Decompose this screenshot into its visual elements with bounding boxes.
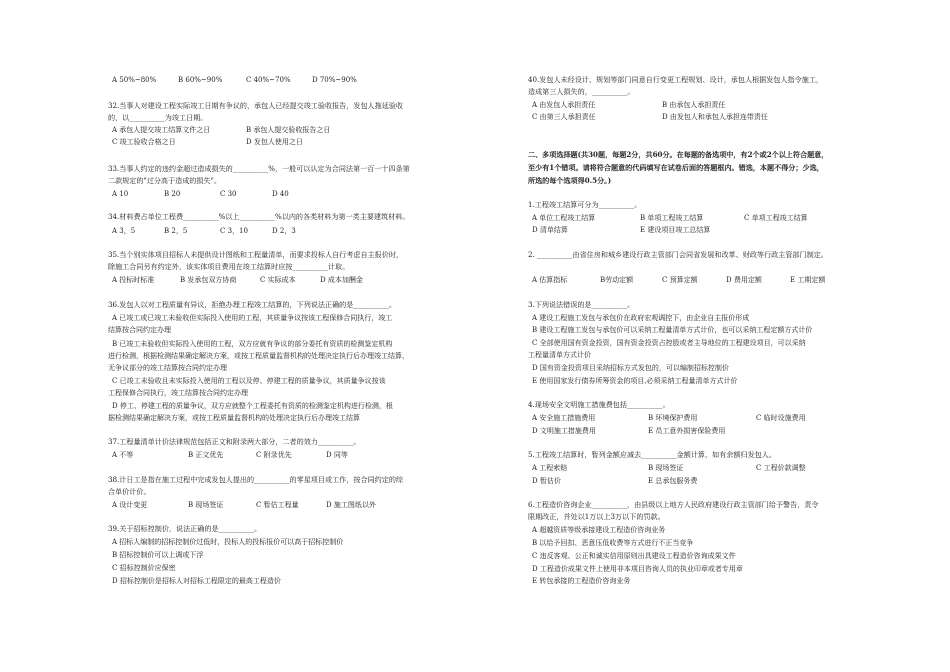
option-continuation: 结算按合同约定办理 (108, 326, 171, 334)
option: D 招标控制价是招标人对招标工程限定的最高工程造价 (112, 577, 281, 585)
option: D 2，3 (272, 227, 296, 235)
option-continuation: 工程量清单方式计价 (528, 351, 591, 359)
option: C 已竣工未验收且未实际投入使用的工程以及停、停建工程的质量争议，其质量争议按该 (112, 377, 386, 385)
option: D 工程造价成果文件上使用非本项目咨询人员的执业印章或者专用章 (532, 565, 743, 573)
option: B 2，5 (164, 227, 188, 235)
option: C 竣工验收合格之日 (112, 138, 176, 146)
option: A 不等 (112, 451, 134, 459)
option: E 建设项目竣工总结算 (640, 226, 711, 234)
option: A 工程索赔 (532, 464, 568, 472)
option: D 40 (272, 190, 289, 198)
option: C 招标控制价应保密 (112, 564, 176, 572)
section-heading: 二、多项选择题(共30题，每题2分，共60分。在每题的备选项中，有2个或2个以上符合题意， (528, 150, 829, 159)
question-text: 35.当个别实体项目招标人未提供设计图纸和工程量清单，而要求投标人自行考虑自主报价时， (108, 250, 404, 259)
option: C 暂估工程量 (256, 501, 299, 509)
question-text: 36.发包人以对工程质量有异议，拒绝办理工程竣工结算的，下列说法正确的是__________。 (108, 300, 396, 309)
question-text: 2. __________由省住房和城乡建设行政主管部门会同省发展和改革、财政等行政主管部门制定。 (528, 250, 828, 259)
option: D 同等 (326, 451, 348, 459)
option: C 实际成本 (260, 276, 296, 284)
option: C 40%~70% (246, 76, 291, 84)
option-continuation: 无争议部分的竣工结算按合同约定办理 (108, 364, 227, 372)
option: A 由发包人承担责任 (532, 101, 596, 109)
option: B劳动定额 (600, 276, 634, 284)
question-text: 的，以__________为竣工日期。 (108, 113, 208, 122)
option: B 正文优先 (188, 451, 224, 459)
question-text: 5.工程竣工结算时，暂列金额应减去__________金额计算，如有余额归发包人。 (528, 450, 776, 459)
option: C 单项工程竣工结算 (744, 214, 808, 222)
option: B 以给予回扣、恶意压低收费等方式进行不正当竞争 (532, 539, 694, 547)
option: E 使用国家发行债券所筹资金的项目,必须采纳工程量清单方式计价 (532, 377, 738, 385)
option: B 20 (164, 190, 181, 198)
question-text: 造成第三人损失的，__________。 (528, 87, 635, 96)
question-text: 37.工程量清单计价法律规范包括正文和附录两大部分，二者的效力__________。 (108, 437, 361, 446)
option: B 发承包双方协商 (180, 276, 237, 284)
option: C 预算定额 (662, 276, 698, 284)
question-text: 二款规定的"过分高于造成的损失"。 (108, 176, 221, 185)
question-text: 39.关于招标控制价，说法正确的是__________。 (108, 524, 262, 533)
option: B 承包人提交验收报告之日 (246, 126, 331, 134)
option: E 工期定额 (790, 276, 826, 284)
option: A 招标人编制的招标控制价过低时，投标人的投标报价可以高于招标控制价 (112, 538, 344, 546)
question-text: 6.工程造价咨询企业__________，由县级以上地方人民政府建设行政主管部门给予警告，责令 (528, 500, 819, 509)
option: E 转包承接的工程造价咨询业务 (532, 577, 631, 585)
option: B 招标控制价可以上调或下浮 (112, 551, 204, 559)
option: A 10 (112, 190, 129, 198)
option: B 现场签证 (188, 501, 224, 509)
option: A 已竣工或已竣工未验收但实际投入使用的工程，其质量争议按该工程保修合同执行，竣工 (112, 314, 393, 322)
option: B 单项工程竣工结算 (640, 214, 704, 222)
question-text: 合单价计价。 (108, 487, 151, 496)
option: B 环境保护费用 (648, 414, 698, 422)
option: C 3，10 (220, 227, 248, 235)
question-text: 限期改正，并处以1万以上3万以下的罚款。 (528, 512, 665, 521)
option: D 清单结算 (532, 226, 568, 234)
question-text: 38.计日工是指在施工过程中完成发包人提出的__________的零星项目或工作，按合同约定的综 (108, 475, 404, 484)
option: D 发包人使用之日 (246, 138, 303, 146)
option: E 员工意外损害保险费用 (648, 427, 726, 435)
option: D 暂估价 (532, 477, 561, 485)
option: D 70%~90% (312, 76, 357, 84)
option-continuation: 进行检测，根据检测结果确定解决方案，或按工程质量监督机构的处理决定执行后办理竣工结算， (108, 352, 409, 360)
option: C 临时设施费用 (756, 414, 806, 422)
option: B 已竣工未验收但实际投入使用的工程，双方应就有争议的部分委托有资质的检测鉴定机构 (112, 340, 393, 348)
option: A 设计变更 (112, 501, 148, 509)
option: D 成本加酬金 (320, 276, 363, 284)
option: A 投标时标准 (112, 276, 155, 284)
section-heading: 至少有1个错项。请将符合题意的代码填写在试卷后面的答题框内。错选，本题不得分；少选， (528, 163, 824, 172)
question-text: 4.现场安全文明施工措施费包括__________。 (528, 400, 670, 409)
option: D 费用定额 (726, 276, 762, 284)
option: A 安全施工措施费用 (532, 414, 596, 422)
option: C 违反客观、公正和诚实信用原则出具建设工程造价咨询成果文件 (532, 552, 736, 560)
question-text: 33.当事人约定的违约金超过造成损失的__________%，一般可以认定为合同法第一百一十四条第 (108, 164, 410, 173)
option: D 施工图纸以外 (326, 501, 376, 509)
option: C 附录优先 (256, 451, 292, 459)
option: A 估算指标 (532, 276, 568, 284)
option: A 3，5 (112, 227, 136, 235)
question-text: 1.工程竣工结算可分为__________。 (528, 200, 642, 209)
option: B 现场签证 (648, 464, 684, 472)
option: A 建设工程施工发包与承包价在政府宏观调控下，由企业自主报价形成 (532, 314, 750, 322)
option: C 工程价款调整 (756, 464, 806, 472)
question-text: 34.材料费占单位工程费__________%以上__________%以内的各类材料为第一类主要建筑材料。 (108, 212, 410, 221)
option: D 停工、停建工程的质量争议，双方应就整个工程委托有资质的检测鉴定机构进行检测，根 (112, 402, 393, 410)
option-continuation: 据检测结果确定解决方案，或按工程质量监督机构的处理决定执行后办理竣工结算 (108, 414, 360, 422)
option: C 由第三人承担责任 (532, 113, 596, 121)
question-text: 32.当事人对建设工程实际竣工日期有争议的，承包人已经提交竣工验收报告，发包人拖延验收 (108, 101, 404, 110)
option: D 国有资金投资项目采纳招标方式发包的，可以编制招标控制价 (532, 364, 729, 372)
question-text: 40.发包人未经设计、规划等部门同意自行变更工程规划、设计，承包人根据发包人指令施工， (528, 75, 824, 84)
option-continuation: 工程保修合同执行，竣工结算按合同约定办理 (108, 389, 248, 397)
option: A 单位工程竣工结算 (532, 214, 596, 222)
option: A 超越资质等级承接建设工程造价咨询业务 (532, 526, 666, 534)
option: A 50%~80% (112, 76, 157, 84)
option: D 文明施工措施费用 (532, 427, 596, 435)
question-text: 除施工合同另有约定外，该实体项目费用在竣工结算时应按__________计取。 (108, 262, 350, 271)
option: E 总承包服务费 (648, 477, 698, 485)
option: A 承包人提交竣工结算文件之日 (112, 126, 211, 134)
option: B 60%~90% (178, 76, 223, 84)
option: D 由发包人和承包人承担连带责任 (662, 113, 768, 121)
option: B 建设工程施工发包与承包价可以采纳工程量清单方式计价，也可以采纳工程定额方式计价 (532, 326, 813, 334)
option: B 由承包人承担责任 (662, 101, 726, 109)
option: C 30 (220, 190, 237, 198)
option: C 全部使用国有资金投资，国有资金投资占控股或者主导地位的工程建设项目，可以采纳 (532, 339, 806, 347)
section-heading: 所选的每个选项得0.5分。) (528, 176, 612, 185)
question-text: 3.下列说法错误的是__________。 (528, 300, 635, 309)
